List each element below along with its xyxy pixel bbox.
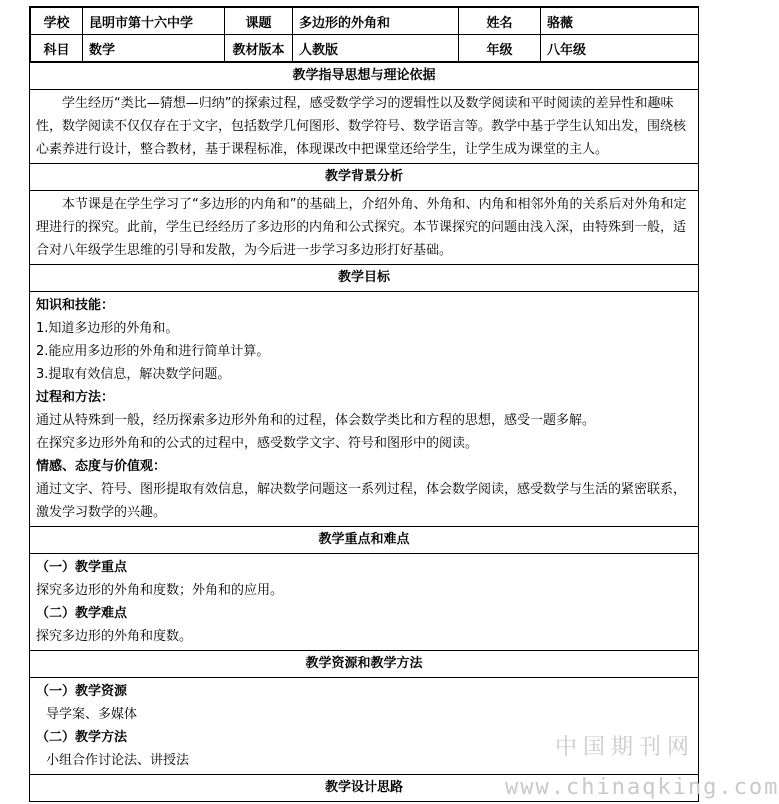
background-text: 本节课是在学生学习了“多边形的内角和”的基础上，介绍外角、外角和、内角和相邻外角的关系后对外角和定理进行的探究。此前，学生已经经历了多边形的内角和公式探究。本节课探究的问题由浅入深，由特殊到一般，适合对八年级学生思维的引导和发散，为今后进一步学习多边形打好基础。 — [36, 197, 687, 258]
design-title: 教学设计思路 — [30, 774, 698, 801]
grade-label: 年级 — [459, 35, 541, 62]
watermark-line-2: www.chinaqking.com — [505, 775, 779, 800]
keypoints-title: 教学重点和难点 — [30, 526, 698, 554]
process-item: 通过从特殊到一般，经历探索多边形外角和的过程，体会数学类比和方程的思想，感受一题多解。 — [36, 413, 596, 428]
guide-text: 学生经历“类比—猜想—归纳”的探索过程，感受数学学习的逻辑性以及数学阅读和平时阅读的差异性和趣味性，数学阅读不仅仅存在于文字，包括数学几何图形、数学符号、数学语言等。教学中基于学生认知出发，围绕核心素养进行设计，整合教材，基于课程标准，体现课改中把课堂还给学生，让学生成为课堂的主人。 — [36, 96, 687, 157]
res-title: （一）教学资源 — [36, 684, 128, 699]
subject-value: 数学 — [83, 35, 225, 62]
name-value: 骆薇 — [541, 8, 699, 35]
process-item: 在探究多边形外角和的公式的过程中，感受数学文字、符号和图形中的阅读。 — [36, 436, 479, 451]
difficulty-text: 探究多边形的外角和度数。 — [36, 629, 193, 644]
guide-title: 教学指导思想与理论依据 — [30, 62, 698, 90]
knowledge-item: 2.能应用多边形的外角和进行简单计算。 — [36, 344, 270, 359]
edition-value: 人教版 — [293, 35, 459, 62]
header-row-2 — [31, 35, 699, 62]
edition-label: 教材版本 — [225, 35, 293, 62]
attitude-text: 通过文字、符号、图形提取有效信息，解决数学问题这一系列过程，体会数学阅读，感受数学与生活的紧密联系，激发学习数学的兴趣。 — [36, 482, 687, 520]
header-table — [30, 7, 699, 62]
resources-body — [30, 678, 698, 774]
focus-title: （一）教学重点 — [36, 560, 128, 575]
knowledge-item: 1.知道多边形的外角和。 — [36, 321, 179, 336]
school-label: 学校 — [31, 8, 83, 35]
attitude-title: 情感、态度与价值观： — [36, 459, 167, 474]
process-title: 过程和方法： — [36, 390, 115, 405]
method-title: （二）教学方法 — [36, 730, 128, 745]
difficulty-title: （二）教学难点 — [36, 606, 128, 621]
resources-title: 教学资源和教学方法 — [30, 650, 698, 678]
grade-value: 八年级 — [541, 35, 699, 62]
res-text: 导学案、多媒体 — [46, 707, 138, 722]
background-title: 教学背景分析 — [30, 163, 698, 191]
name-label: 姓名 — [459, 8, 541, 35]
keypoints-body — [30, 554, 698, 650]
knowledge-title: 知识和技能： — [36, 298, 115, 313]
method-text: 小组合作讨论法、讲授法 — [46, 753, 190, 768]
background-body — [30, 191, 698, 264]
objectives-title: 教学目标 — [30, 264, 698, 292]
topic-value: 多边形的外角和 — [293, 8, 459, 35]
header-row-1 — [31, 8, 699, 35]
school-value: 昆明市第十六中学 — [83, 8, 225, 35]
subject-label: 科目 — [31, 35, 83, 62]
topic-label: 课题 — [225, 8, 293, 35]
guide-body — [30, 90, 698, 163]
knowledge-item: 3.提取有效信息，解决数学问题。 — [36, 367, 231, 382]
objectives-body — [30, 292, 698, 526]
lesson-plan-sheet — [29, 6, 699, 802]
watermark-line-1: 中国期刊网 — [554, 735, 695, 760]
focus-text: 探究多边形的外角和度数；外角和的应用。 — [36, 583, 284, 598]
